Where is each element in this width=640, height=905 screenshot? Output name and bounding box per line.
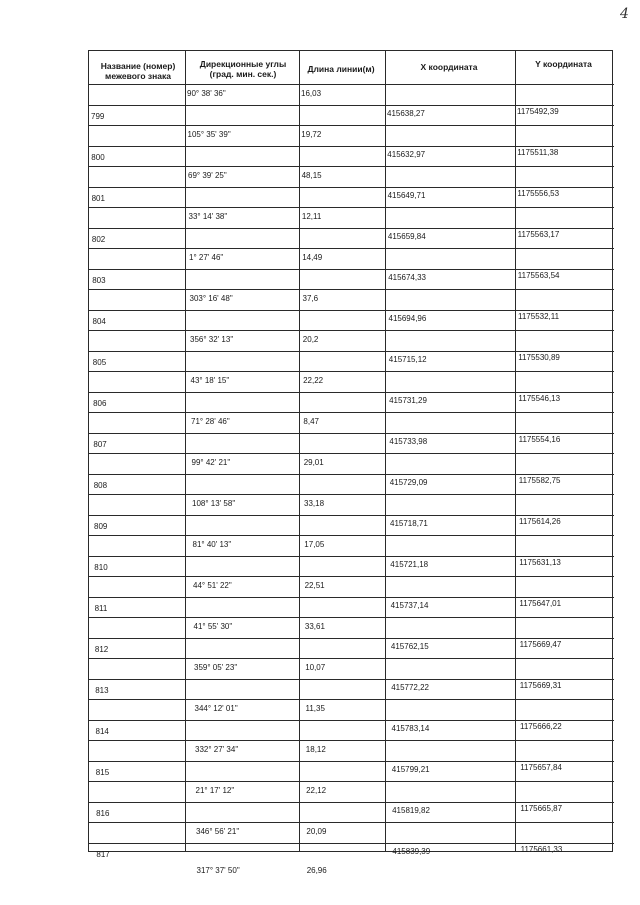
- point-name: 815: [95, 767, 110, 777]
- row-divider: [89, 392, 614, 393]
- segment-angle: 317° 37' 50": [196, 866, 240, 875]
- point-name: 814: [95, 726, 109, 736]
- row-divider: [89, 166, 614, 167]
- point-x: 415694,96: [388, 313, 427, 323]
- point-name: 812: [94, 644, 109, 654]
- point-name: 801: [91, 193, 105, 203]
- segment-length: 29,01: [303, 458, 324, 467]
- segment-angle: 1° 27' 46": [189, 253, 224, 262]
- row-divider: [89, 617, 614, 618]
- segment-length: 8,47: [303, 417, 319, 426]
- point-y: 1175554,16: [518, 434, 561, 444]
- segment-length: 14,49: [302, 253, 323, 262]
- row-divider: [89, 761, 614, 762]
- row-divider: [89, 781, 614, 782]
- segment-angle: 359° 05' 23": [194, 663, 238, 672]
- point-x: 415721,18: [390, 559, 429, 569]
- point-y: 1175647,01: [519, 598, 562, 608]
- point-y: 1175563,54: [517, 270, 560, 280]
- segment-length: 22,51: [304, 581, 325, 590]
- row-divider: [89, 843, 614, 844]
- point-x: 415783,14: [391, 723, 430, 733]
- point-x: 415729,09: [389, 477, 428, 487]
- point-x: 415718,71: [390, 518, 428, 528]
- segment-length: 17,05: [304, 540, 325, 549]
- point-x: 415715,12: [388, 354, 427, 364]
- segment-length: 22,12: [306, 786, 327, 795]
- point-name: 806: [93, 398, 107, 408]
- segment-angle: 303° 16' 48": [189, 294, 233, 303]
- segment-angle: 332° 27' 34": [195, 745, 239, 754]
- segment-angle: 344° 12' 01": [194, 704, 238, 713]
- segment-angle: 33° 14' 38": [188, 212, 228, 221]
- point-x: 415649,71: [387, 190, 426, 200]
- point-x: 415737,14: [390, 600, 429, 610]
- row-divider: [89, 228, 614, 229]
- point-y: 1175657,84: [520, 762, 562, 772]
- point-name: 808: [93, 480, 108, 490]
- row-divider: [89, 535, 614, 536]
- header-angle: Дирекционные углы (град. мин. сек.): [199, 59, 287, 79]
- point-y: 1175530,89: [518, 352, 560, 362]
- segment-length: 16,03: [301, 89, 322, 98]
- row-divider: [89, 720, 614, 721]
- header-name: Название (номер) межевого знака: [100, 61, 176, 81]
- row-divider: [89, 146, 614, 147]
- segment-length: 20,2: [302, 335, 319, 344]
- row-divider: [89, 556, 614, 557]
- segment-angle: 44° 51' 22": [193, 581, 232, 590]
- segment-angle: 90° 38' 36": [187, 89, 226, 98]
- point-x: 415762,15: [390, 641, 429, 651]
- header-length: Длина линии(м): [307, 64, 375, 74]
- row-divider: [89, 494, 614, 495]
- row-divider: [89, 371, 614, 372]
- segment-length: 33,18: [304, 499, 325, 508]
- point-y: 1175666,22: [520, 721, 562, 731]
- point-y: 1175665,87: [520, 803, 563, 813]
- segment-length: 48,15: [301, 171, 322, 180]
- segment-angle: 69° 39' 25": [188, 171, 227, 180]
- row-divider: [89, 638, 614, 639]
- row-divider: [89, 289, 614, 290]
- point-y: 1175492,39: [517, 106, 559, 116]
- row-divider: [89, 658, 614, 659]
- row-divider: [89, 597, 614, 598]
- row-divider: [89, 433, 614, 434]
- point-name: 810: [94, 562, 108, 572]
- point-x: 415674,33: [388, 272, 427, 282]
- row-divider: [89, 699, 614, 700]
- segment-angle: 356° 32' 13": [190, 335, 234, 344]
- row-divider: [89, 679, 614, 680]
- point-y: 1175669,47: [519, 639, 562, 649]
- segment-angle: 43° 18' 15": [190, 376, 230, 385]
- point-name: 805: [92, 357, 107, 367]
- boundary-points-table: [88, 50, 613, 875]
- segment-angle: 71° 28' 46": [191, 417, 230, 426]
- point-x: 415772,22: [391, 682, 430, 692]
- point-name: 799: [91, 111, 105, 121]
- point-name: 802: [91, 234, 106, 244]
- segment-length: 10,07: [305, 663, 326, 672]
- point-name: 811: [94, 603, 108, 613]
- point-x: 415839,39: [392, 846, 431, 856]
- row-divider: [89, 310, 614, 311]
- column-divider: [515, 51, 516, 851]
- point-y: 1175669,31: [519, 680, 562, 690]
- header-divider: [89, 84, 614, 85]
- segment-length: 33,61: [304, 622, 325, 631]
- segment-angle: 81° 40' 13": [192, 540, 232, 549]
- row-divider: [89, 822, 614, 823]
- row-divider: [89, 125, 614, 126]
- segment-length: 37,6: [302, 294, 319, 303]
- segment-angle: 108° 13' 58": [192, 499, 236, 508]
- segment-length: 19,72: [301, 130, 322, 139]
- point-name: 813: [95, 685, 109, 695]
- point-y: 1175532,11: [518, 311, 560, 321]
- segment-angle: 99° 42' 21": [191, 458, 231, 467]
- point-name: 803: [92, 275, 106, 285]
- point-y: 1175556,53: [517, 188, 560, 198]
- point-y: 1175631,13: [519, 557, 561, 567]
- point-x: 415632,97: [387, 149, 426, 159]
- point-x: 415659,84: [387, 231, 426, 241]
- segment-length: 11,35: [305, 704, 325, 713]
- row-divider: [89, 105, 614, 106]
- segment-length: 20,09: [306, 827, 327, 836]
- point-y: 1175582,75: [518, 475, 561, 485]
- row-divider: [89, 269, 614, 270]
- point-name: 804: [92, 316, 106, 326]
- point-name: 800: [91, 152, 105, 162]
- header-x: X координата: [420, 62, 478, 72]
- row-divider: [89, 412, 614, 413]
- column-divider: [385, 51, 386, 851]
- point-y: 1175661,33: [520, 844, 563, 854]
- page-number: 4: [620, 6, 629, 22]
- row-divider: [89, 248, 614, 249]
- column-divider: [185, 51, 186, 851]
- point-name: 816: [96, 808, 110, 818]
- point-x: 415799,21: [391, 764, 430, 774]
- row-divider: [89, 802, 614, 803]
- point-y: 1175563,17: [517, 229, 560, 239]
- point-x: 415733,98: [389, 436, 428, 446]
- segment-angle: 21° 17' 12": [195, 786, 235, 795]
- segment-length: 26,96: [306, 866, 327, 875]
- column-divider: [299, 51, 300, 851]
- row-divider: [89, 351, 614, 352]
- segment-angle: 346° 56' 21": [196, 827, 240, 836]
- row-divider: [89, 474, 614, 475]
- row-divider: [89, 740, 614, 741]
- point-name: 809: [94, 521, 108, 531]
- segment-length: 22,22: [303, 376, 324, 385]
- point-x: 415638,27: [387, 108, 425, 118]
- segment-angle: 105° 35' 39": [187, 130, 231, 139]
- segment-length: 18,12: [305, 745, 326, 754]
- point-x: 415731,29: [389, 395, 427, 405]
- point-x: 415819,82: [392, 805, 430, 815]
- point-name: 807: [93, 439, 107, 449]
- row-divider: [89, 207, 614, 208]
- row-divider: [89, 187, 614, 188]
- row-divider: [89, 515, 614, 516]
- row-divider: [89, 576, 614, 577]
- point-name: 817: [96, 849, 110, 859]
- point-y: 1175546,13: [518, 393, 561, 403]
- point-y: 1175511,38: [517, 147, 559, 157]
- point-y: 1175614,26: [519, 516, 561, 526]
- segment-angle: 41° 55' 30": [193, 622, 233, 631]
- row-divider: [89, 453, 614, 454]
- header-y: Y координата: [535, 59, 592, 69]
- segment-length: 12,11: [301, 212, 322, 221]
- row-divider: [89, 330, 614, 331]
